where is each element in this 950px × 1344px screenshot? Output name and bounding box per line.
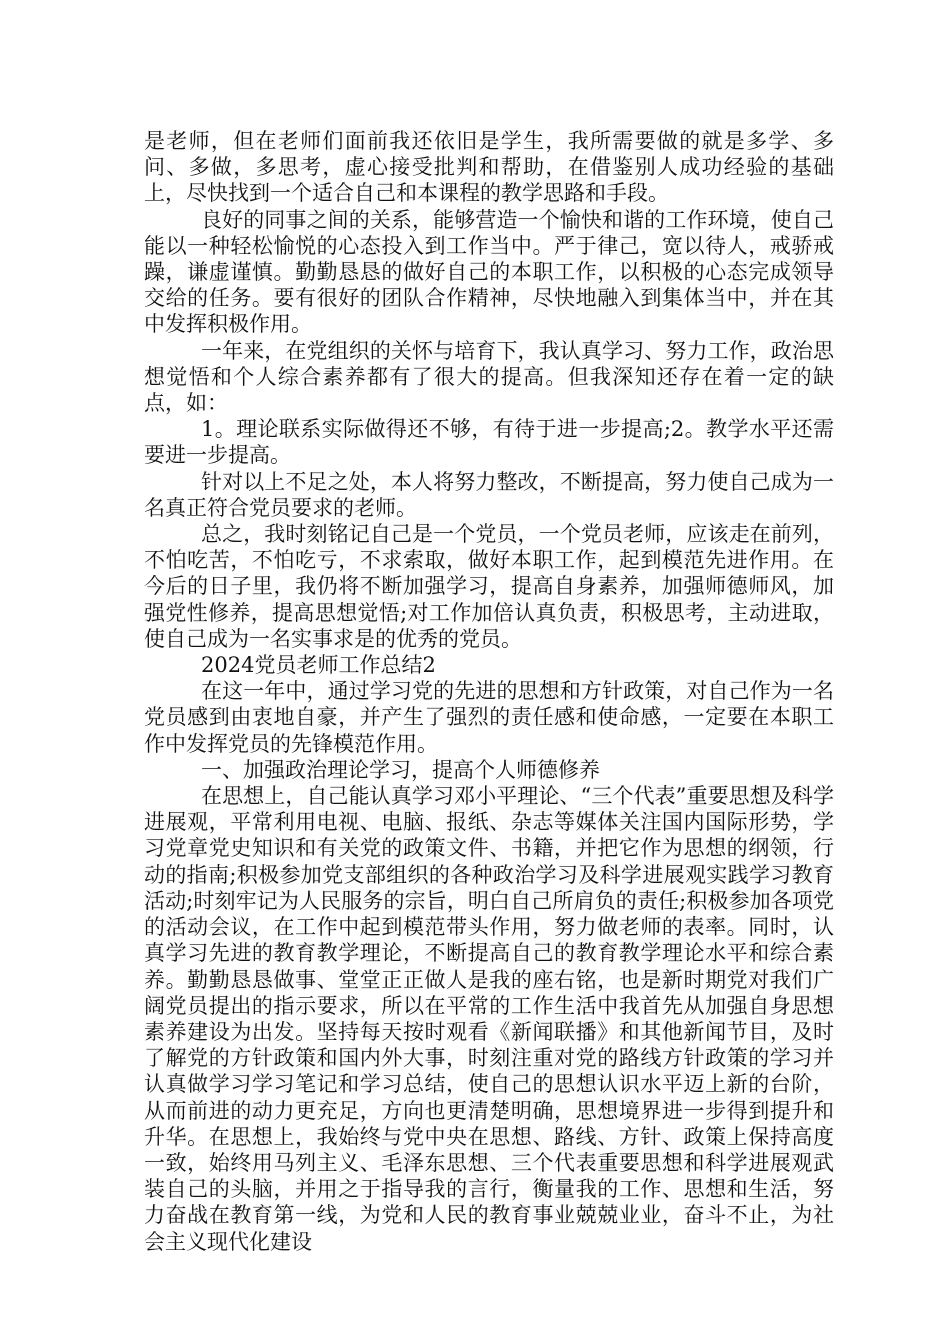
paragraph-improvement: 针对以上不足之处，本人将努力整改，不断提高，努力使自己成为一名真正符合党员要求的老师。 [144, 469, 834, 520]
paragraph-continuation: 是老师，但在老师们面前我还依旧是学生，我所需要做的就是多学、多问、多做，多思考，虚心接受批判和帮助，在借鉴别人成功经验的基础上，尽快找到一个适合自己和本课程的教学思路和手段。 [144, 129, 834, 206]
section-heading-political-study: 一、加强政治理论学习，提高个人师德修养 [201, 757, 600, 782]
paragraph-colleague-relations: 良好的同事之间的关系，能够营造一个愉快和谐的工作环境，使自己能以一种轻松愉悦的心态投入到工作当中。严于律己，宽以待人，戒骄戒躁，谦虚谨慎。勤勤恳恳的做好自己的本职工作，以积极的心态完成领导交给的任务。要有很好的团队合作精神，尽快地融入到集体当中，并在其中发挥积极作用。 [144, 207, 834, 337]
document-body [144, 128, 834, 1255]
paragraph-political-thought: 在思想上，自己能认真学习邓小平理论、“三个代表”重要思想及科学进展观，平常利用电视、电脑、报纸、杂志等媒体关注国内国际形势，学习党章党史知识和有关党的政策文件、书籍，并把它作为思想的纲领，行动的指南;积极参加党支部组织的各种政治学习及科学进展观实践学习教育活动;时刻牢记为人民服务的宗旨，明白自己所肩负的责任;积极参加各项党的活动会议，在工作中起到模范带头作用，努力做老师的表率。同时，认真学习先进的教育教学理论，不断提高自己的教育教学理论水平和综合素养。勤勤恳恳做事、堂堂正正做人是我的座右铭，也是新时期党对我们广阔党员提出的指示要求，所以在平常的工作生活中我首先从加强自身思想素养建设为出发。坚持每天按时观看《新闻联播》和其他新闻节目，及时了解党的方针政策和国内外大事，时刻注重对党的路线方针政策的学习并认真做学习学习笔记和学习总结，使自己的思想认识水平迈上新的台阶，从而前进的动力更充足，方向也更清楚明确，思想境界进一步得到提升和升华。在思想上，我始终与党中央在思想、路线、方针、政策上保持高度一致，始终用马列主义、毛泽东思想、三个代表重要思想和科学进展观武装自己的头脑，并用之于指导我的言行，衡量我的工作、思想和生活，努力奋战在教育第一线，为党和人民的教育事业兢兢业业，奋斗不止，为社会主义现代化建设 [144, 784, 834, 1254]
section-title: 2024党员老师工作总结2 [201, 653, 436, 678]
paragraph-summary: 总之，我时刻铭记自己是一个党员，一个党员老师，应该走在前列，不怕吃苦，不怕吃亏，不求索取，做好本职工作，起到模范先进作用。在今后的日子里，我仍将不断加强学习，提高自身素养，加强师德师风，加强党性修养，提高思想觉悟;对工作加倍认真负责，积极思考，主动进取，使自己成为一名实事求是的优秀的党员。 [144, 522, 834, 651]
paragraph-year-review: 一年来，在党组织的关怀与培育下，我认真学习、努力工作，政治思想觉悟和个人综合素养都有了很大的提高。但我深知还存在着一定的缺点，如： [144, 338, 834, 416]
paragraph-shortcomings: 1。理论联系实际做得还不够，有待于进一步提高;2。教学水平还需要进一步提高。 [144, 417, 834, 468]
paragraph-intro: 在这一年中，通过学习党的先进的思想和方针政策，对自己作为一名党员感到由衷地自豪，并产生了强烈的责任感和使命感，一定要在本职工作中发挥党员的先锋模范作用。 [144, 679, 834, 756]
